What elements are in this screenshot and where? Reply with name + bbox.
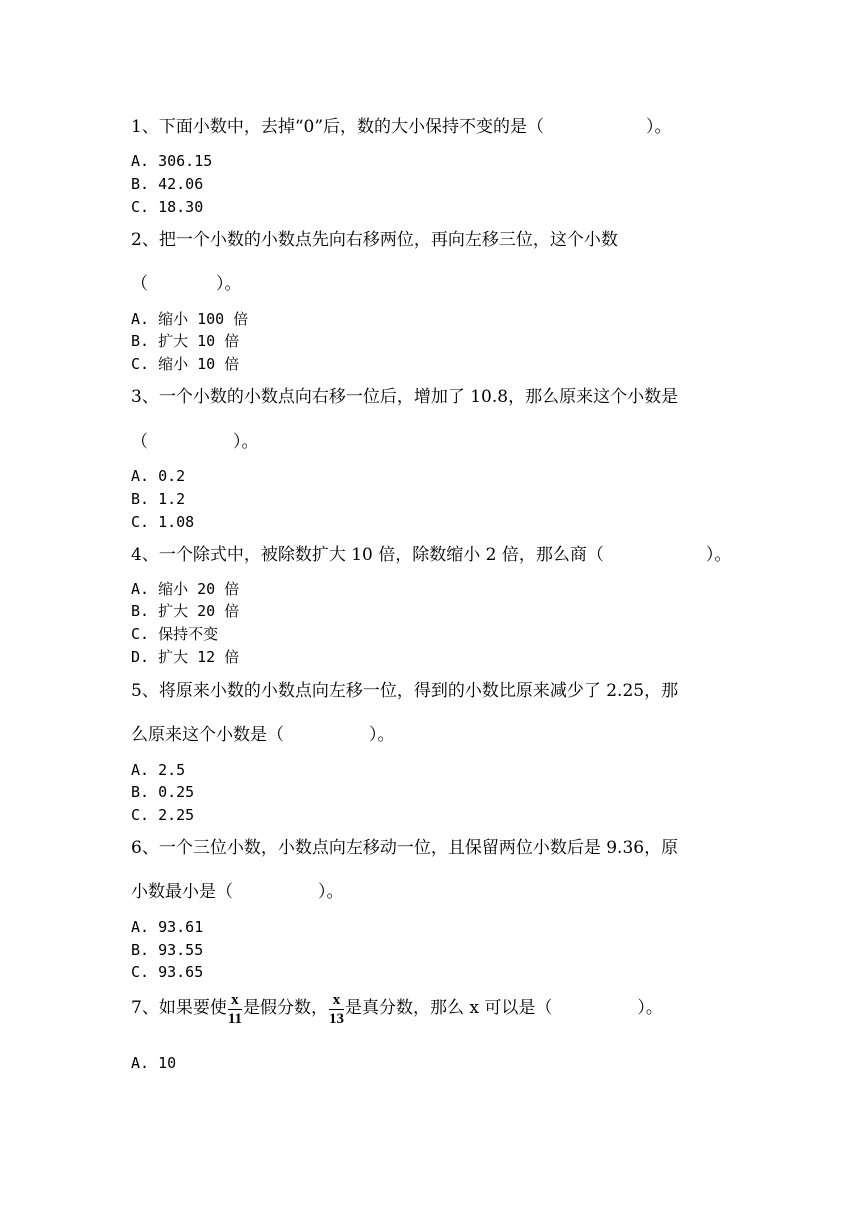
- question-2-text: 2、把一个小数的小数点先向右移两位，再向左移三位，这个小数: [131, 230, 618, 250]
- question-2-text-cont: （ ）。: [131, 274, 242, 294]
- question-3-option-b: B. 1.2: [131, 490, 186, 508]
- question-5-option-a: A. 2.5: [131, 761, 186, 779]
- fraction-x-over-13: [329, 992, 344, 1027]
- question-3-option-c: C. 1.08: [131, 513, 195, 531]
- question-6-option-a: A. 93.61: [131, 918, 204, 936]
- question-5-option-c: C. 2.25: [131, 806, 195, 824]
- question-5-text-cont: 么原来这个小数是（ ）。: [131, 725, 395, 745]
- question-2-option-c: C. 缩小 10 倍: [131, 355, 240, 373]
- question-1-option-a: A. 306.15: [131, 152, 213, 170]
- question-3-option-a: A. 0.2: [131, 467, 186, 485]
- question-2-option-a: A. 缩小 100 倍: [131, 310, 249, 328]
- question-7-mid: 是假分数，: [243, 998, 329, 1018]
- question-4-option-c: C. 保持不变: [131, 625, 219, 643]
- question-1-text: 1、下面小数中，去掉“0”后，数的大小保持不变的是（ ）。: [131, 117, 672, 137]
- question-2-option-b: B. 扩大 10 倍: [131, 332, 240, 350]
- question-7-text: [131, 992, 663, 1027]
- question-6-text: 6、一个三位小数，小数点向左移动一位，且保留两位小数后是 9.36，原: [131, 838, 679, 858]
- question-6-text-cont: 小数最小是（ ）。: [131, 882, 344, 902]
- question-5-option-b: B. 0.25: [131, 783, 195, 801]
- question-7-prefix: 7、如果要使: [131, 998, 227, 1018]
- question-3-text-cont: （ ）。: [131, 432, 259, 452]
- question-6-option-c: C. 93.65: [131, 963, 204, 981]
- question-4-text: 4、一个除式中，被除数扩大 10 倍，除数缩小 2 倍，那么商（ ）。: [131, 545, 732, 565]
- question-4-option-d: D. 扩大 12 倍: [131, 648, 240, 666]
- fraction-2-denominator: 13: [329, 1011, 345, 1027]
- fraction-x-over-11: [228, 992, 242, 1027]
- question-1-option-c: C. 18.30: [131, 198, 204, 216]
- fraction-1-numerator: x: [231, 992, 239, 1008]
- fraction-2-numerator: x: [332, 992, 341, 1008]
- question-3-text: 3、一个小数的小数点向右移一位后，增加了 10.8，那么原来这个小数是: [131, 387, 679, 407]
- question-1-option-b: B. 42.06: [131, 175, 204, 193]
- question-7-option-a: A. 10: [131, 1054, 177, 1072]
- question-5-text: 5、将原来小数的小数点向左移一位，得到的小数比原来减少了 2.25，那: [131, 681, 679, 701]
- question-7-suffix: 是真分数，那么 x 可以是（ ）。: [345, 998, 663, 1018]
- question-4-option-a: A. 缩小 20 倍: [131, 580, 240, 598]
- question-4-option-b: B. 扩大 20 倍: [131, 602, 240, 620]
- fraction-1-denominator: 11: [227, 1011, 243, 1027]
- question-6-option-b: B. 93.55: [131, 941, 204, 959]
